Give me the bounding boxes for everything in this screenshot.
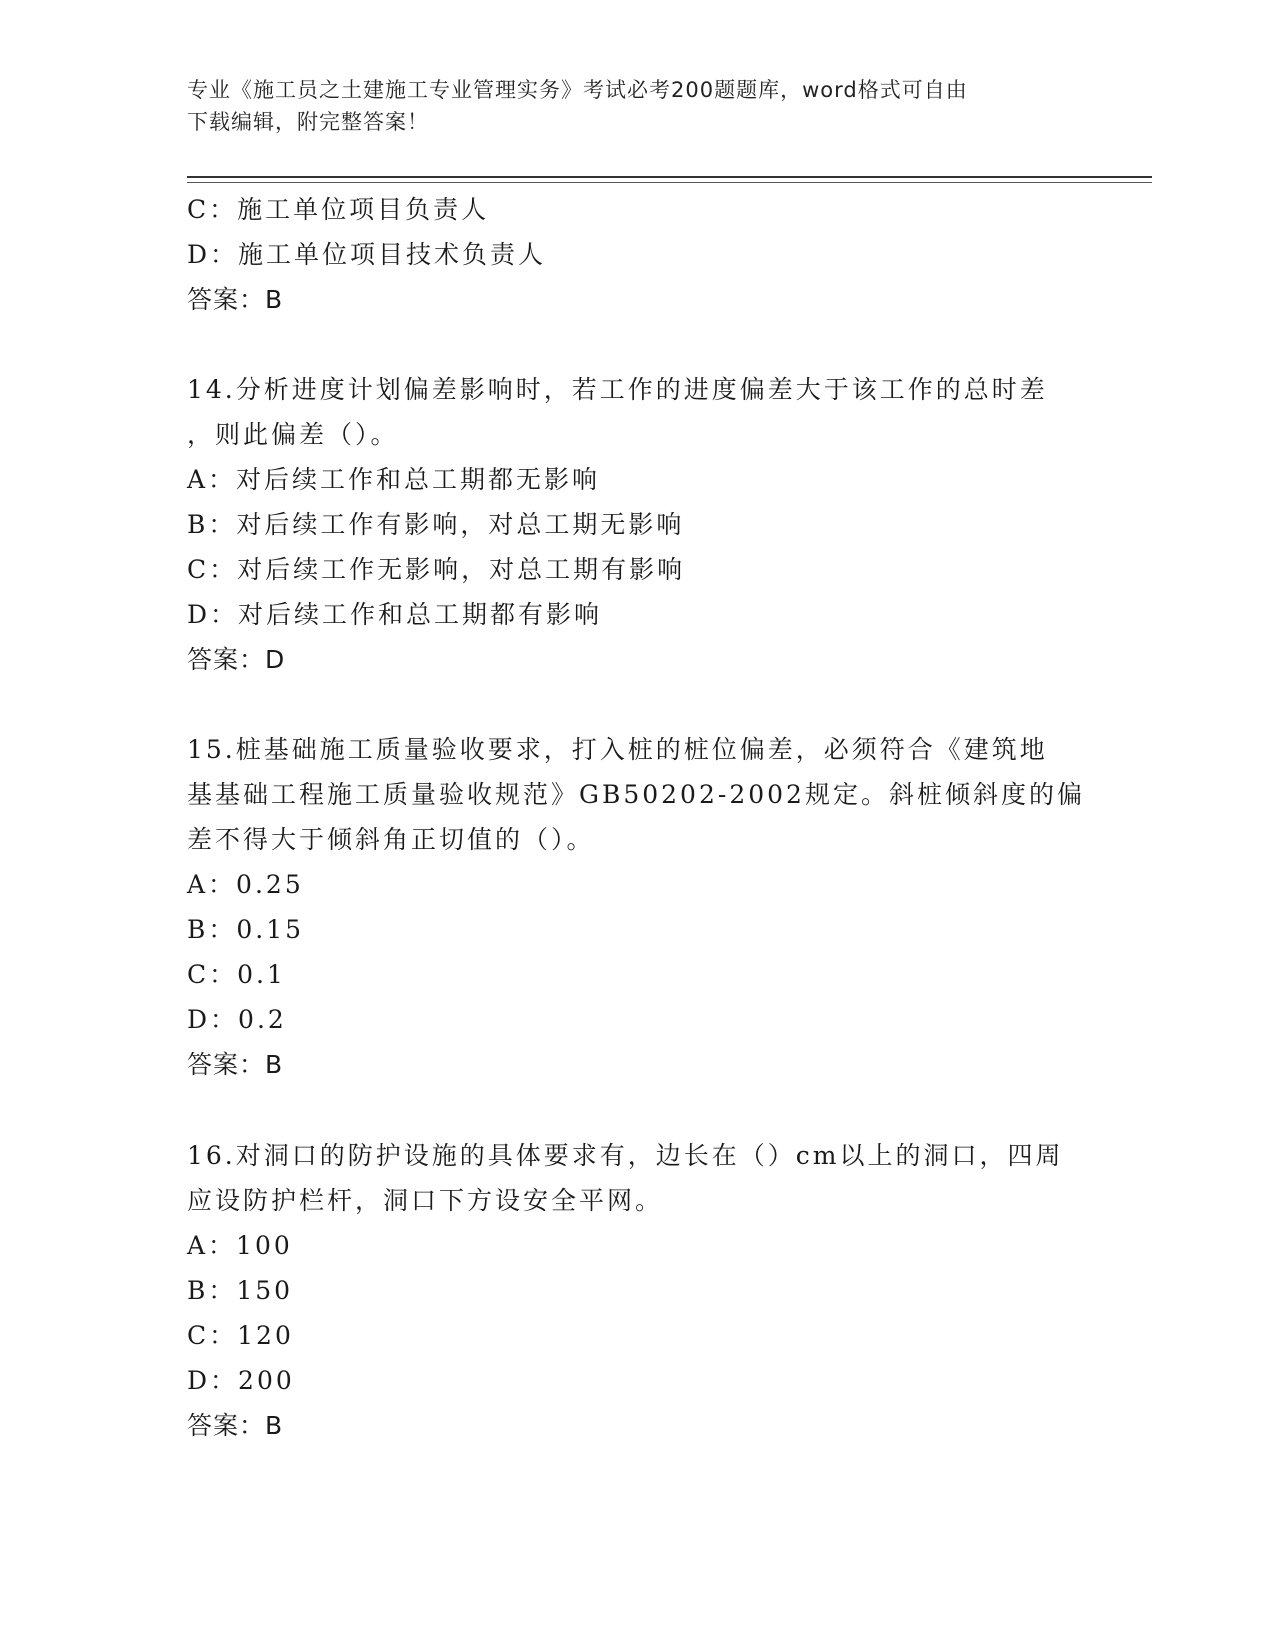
q15-option-d: D：0.2 — [187, 1005, 287, 1034]
q13-answer: 答案：B — [187, 285, 284, 314]
header-line-2: 下载编辑，附完整答案！ — [187, 110, 429, 134]
q13-option-d: D：施工单位项目技术负责人 — [187, 240, 547, 269]
q14-option-c: C：对后续工作无影响，对总工期有影响 — [187, 555, 686, 584]
q15-stem-line-3: 差不得大于倾斜角正切值的（）。 — [187, 825, 595, 854]
q14-stem-line-1: 14.分析进度计划偏差影响时，若工作的进度偏差大于该工作的总时差 — [187, 375, 1048, 404]
q15-stem-line-1: 15.桩基础施工质量验收要求，打入桩的桩位偏差，必须符合《建筑地 — [187, 735, 1048, 764]
q13-option-c: C：施工单位项目负责人 — [187, 195, 490, 224]
q14-option-b: B：对后续工作有影响，对总工期无影响 — [187, 510, 685, 539]
q14-stem-line-2: ，则此偏差（）。 — [187, 420, 399, 449]
q16-option-a: A：100 — [187, 1231, 293, 1260]
q15-option-b: B：0.15 — [187, 915, 305, 944]
q14-option-a: A：对后续工作和总工期都无影响 — [187, 465, 601, 494]
header-rule-thin — [187, 182, 1152, 183]
q15-answer: 答案：B — [187, 1050, 284, 1079]
q16-stem-line-2: 应设防护栏杆，洞口下方设安全平网。 — [187, 1186, 664, 1215]
header-line-1: 专业《施工员之土建施工专业管理实务》考试必考200题题库，word格式可自由 — [187, 78, 968, 102]
document-header — [187, 74, 1067, 138]
q16-option-b: B：150 — [187, 1276, 294, 1305]
q15-stem-line-2: 基基础工程施工质量验收规范》GB50202-2002规定。斜桩倾斜度的偏 — [187, 780, 1085, 809]
q15-option-a: A：0.25 — [187, 870, 304, 899]
q16-option-d: D：200 — [187, 1366, 295, 1395]
q14-option-d: D：对后续工作和总工期都有影响 — [187, 600, 603, 629]
q15-option-c: C：0.1 — [187, 960, 286, 989]
q16-option-c: C：120 — [187, 1321, 294, 1350]
q16-answer: 答案：B — [187, 1411, 284, 1440]
q16-stem-line-1: 16.对洞口的防护设施的具体要求有，边长在（）cm以上的洞口，四周 — [187, 1141, 1064, 1170]
q14-answer: 答案：D — [187, 645, 286, 674]
header-rule-thick — [187, 176, 1152, 178]
